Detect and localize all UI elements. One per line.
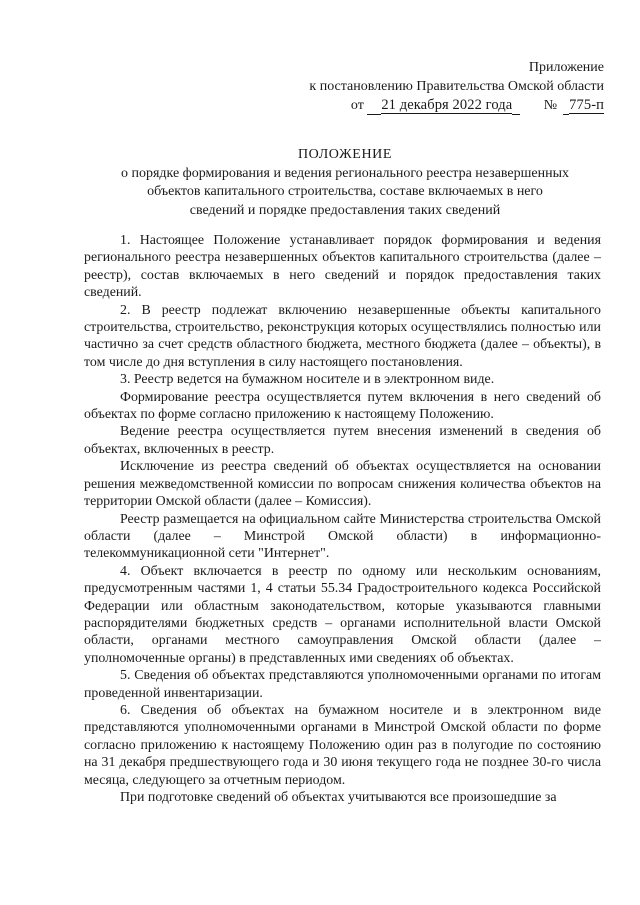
- paragraph-5: Ведение реестра осуществляется путем внесения изменений в сведения об объектах, включенных в реестр.: [84, 424, 601, 457]
- paragraph-3: 3. Реестр ведется на бумажном носителе и в электронном виде.: [120, 372, 495, 388]
- appendix-header: [309, 58, 604, 115]
- paragraph-10: 6. Сведения об объектах на бумажном носителе и в электронном виде представляются уполномоченными органами в Минстрой Омской области по форме согласно приложению к настоящему Положению один раз в полугодие по состоянию на 31 декабря предшествующего года и 30 июня текущего года не позднее 30-го числа месяца, следующего за отчетным периодом.: [84, 702, 601, 788]
- paragraph-1: 1. Настоящее Положение устанавливает порядок формирования и ведения регионального реестра незавершенных объектов капитального строительства (далее – реестр), состав включаемых в него сведений и порядок предоставления таких сведений.: [84, 233, 601, 301]
- date-blank-prefix: [367, 99, 381, 115]
- resolution-date: 21 декабря 2022 года: [381, 97, 513, 113]
- title-subtitle-line-2: объектов капитального строительства, составе включаемых в него: [147, 184, 543, 199]
- from-label: от: [350, 98, 364, 113]
- paragraph-9: 5. Сведения об объектах представляются уполномоченными органами по итогам проведенной инвентаризации.: [84, 668, 601, 701]
- title-subtitle-line-3: сведений и порядке предоставления таких сведений: [189, 202, 501, 218]
- document-title: [60, 146, 630, 220]
- paragraph-2: 2. В реестр подлежат включению незавершенные объекты капитального строительства, строительство, реконструкция которых осуществлялись полностью или частично за счет средств областного бюджета, местного бюджета (далее – объекты), в том числе до дня вступления в силу настоящего постановления.: [84, 302, 601, 370]
- paragraph-11: При подготовке сведений об объектах учитываются все произошедшие за: [120, 790, 557, 805]
- paragraph-4: Формирование реестра осуществляется путем включения в него сведений об объектах по форме согласно приложению к настоящему Положению.: [84, 389, 601, 423]
- paragraph-6: Исключение из реестра сведений об объектах осуществляется на основании решения межведомственной комиссии по вопросам снижения количества объектов на территории Омской области (далее – Комиссия).: [84, 459, 601, 510]
- paragraph-8: 4. Объект включается в реестр по одному или нескольким основаниям, предусмотренным частями 1, 4 статьи 55.34 Градостроительного кодекса Российской Федерации или областным законодательством, которые указываются главными распорядителями бюджетных средств – органами исполнительной власти Омской области, органами местного самоуправления Омской области (далее – уполномоченные органы) в представленных ими сведениях об объектах.: [84, 563, 601, 666]
- paragraph-7: Реестр размещается на официальном сайте Министерства строительства Омской области (далее – Минстрой Омской области) в информационно-телекоммуникационной сети "Интернет".: [84, 511, 601, 562]
- title-subtitle-line-1: о порядке формирования и ведения регионального реестра незавершенных: [120, 165, 570, 181]
- title-heading: ПОЛОЖЕНИЕ: [297, 147, 393, 162]
- resolution-reference: к постановлению Правительства Омской области: [309, 79, 604, 94]
- document-body: [84, 232, 601, 806]
- appendix-label: Приложение: [528, 60, 604, 75]
- date-number-line: [309, 96, 604, 115]
- number-sign: №: [543, 98, 558, 113]
- date-blank-suffix: [512, 99, 520, 115]
- resolution-number: 775-п: [569, 97, 604, 113]
